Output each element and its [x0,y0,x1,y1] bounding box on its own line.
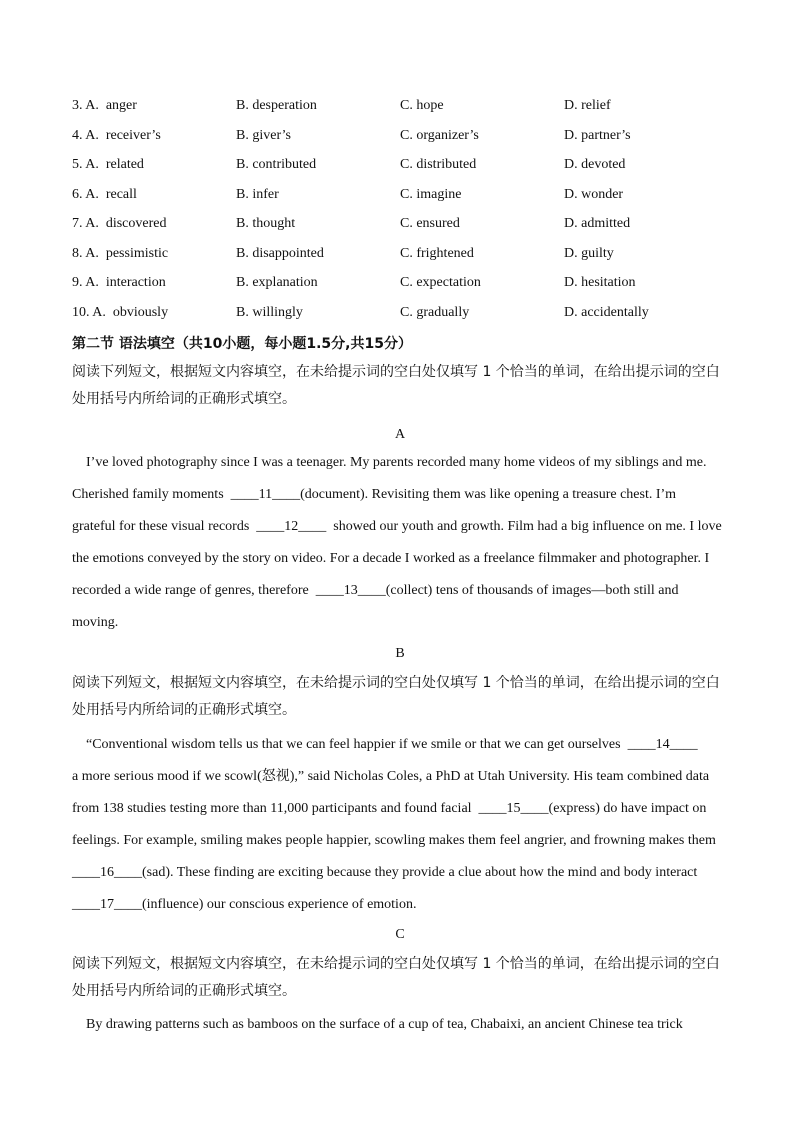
option-a: 10. A. obviously [72,305,169,320]
option-c: C. distributed [400,157,477,172]
option-c: C. expectation [400,275,481,290]
instruction-line: 阅读下列短文，根据短文内容填空，在未给提示词的空白处仅填写 1 个恰当的单词，在给出提示词的空白 [72,956,720,972]
option-row [72,185,732,205]
option-b: B. infer [236,187,279,202]
option-d: D. partner’s [564,128,631,143]
instruction-line: 处用括号内所给词的正确形式填空。 [72,702,296,718]
instruction-line: 处用括号内所给词的正确形式填空。 [72,983,296,999]
option-b: B. thought [236,216,296,231]
option-row [72,244,732,264]
option-row [72,214,732,234]
option-d: D. devoted [564,157,626,172]
option-c: C. ensured [400,216,460,231]
option-b: B. desperation [236,98,317,113]
option-c: C. frightened [400,246,474,261]
option-row [72,273,732,293]
option-c: C. hope [400,98,444,113]
option-row [72,96,732,116]
option-d: D. guilty [564,246,614,261]
passage-line: By drawing patterns such as bamboos on the surface of a cup of tea, Chabaixi, an ancient Chinese tea trick [72,1017,683,1032]
passage-heading-a: A [394,427,406,442]
passage-heading-b: B [395,646,405,661]
instruction-text [72,359,732,413]
passage-line: ____16____(sad). These finding are exciting because they provide a clue about how the mind and body interact [72,865,698,880]
passage-b [72,729,732,921]
option-c: C. imagine [400,187,462,202]
option-b: B. explanation [236,275,318,290]
passage-line: ____17____(influence) our conscious experience of emotion. [72,897,417,912]
passage-line: “Conventional wisdom tells us that we can feel happier if we smile or that we can get ourselves ____14____ [72,737,698,752]
option-b: B. giver’s [236,128,291,143]
passage-line: moving. [72,615,119,630]
option-row [72,126,732,146]
option-b: B. disappointed [236,246,324,261]
instruction-line: 阅读下列短文，根据短文内容填空，在未给提示词的空白处仅填写 1 个恰当的单词，在给出提示词的空白 [72,675,720,691]
passage-line: the emotions conveyed by the story on video. For a decade I worked as a freelance filmmaker and photographer. I [72,551,710,566]
option-a: 3. A. anger [72,98,137,113]
instruction-text [72,951,732,1005]
option-row [72,303,732,323]
instruction-line: 阅读下列短文，根据短文内容填空，在未给提示词的空白处仅填写 1 个恰当的单词，在给出提示词的空白 [72,364,720,380]
passage-line: Cherished family moments ____11____(document). Revisiting them was like opening a treasure chest. I’m [72,487,677,502]
passage-line: a more serious mood if we scowl(怒视),” said Nicholas Coles, a PhD at Utah University. His team combined data [72,769,710,784]
option-a: 7. A. discovered [72,216,167,231]
option-a: 9. A. interaction [72,275,166,290]
passage-line: recorded a wide range of genres, therefore ____13____(collect) tens of thousands of images—both still and [72,583,679,598]
option-b: B. willingly [236,305,303,320]
passage-line: I’ve loved photography since I was a teenager. My parents recorded many home videos of my siblings and me. [72,455,707,470]
option-row [72,155,732,175]
option-d: D. wonder [564,187,624,202]
option-c: C. organizer’s [400,128,479,143]
option-d: D. admitted [564,216,631,231]
passage-a [72,447,732,639]
passage-heading-c: C [395,927,405,942]
option-a: 5. A. related [72,157,144,172]
instruction-line: 处用括号内所给词的正确形式填空。 [72,391,296,407]
option-b: B. contributed [236,157,317,172]
option-d: D. accidentally [564,305,649,320]
passage-line: grateful for these visual records ____12____ showed our youth and growth. Film had a big influence on me. I love [72,519,722,534]
option-a: 6. A. recall [72,187,137,202]
option-a: 4. A. receiver’s [72,128,161,143]
option-d: D. hesitation [564,275,636,290]
instruction-text [72,670,732,724]
passage-line: from 138 studies testing more than 11,000 participants and found facial ____15____(express) do have impact on [72,801,707,816]
option-a: 8. A. pessimistic [72,246,169,261]
passage-line: feelings. For example, smiling makes people happier, scowling makes them feel angrier, and frowning makes them [72,833,716,848]
section-title: 第二节 语法填空（共10小题，每小题1.5分,共15分） [72,336,412,352]
option-c: C. gradually [400,305,470,320]
option-d: D. relief [564,98,611,113]
passage-c [72,1009,732,1041]
